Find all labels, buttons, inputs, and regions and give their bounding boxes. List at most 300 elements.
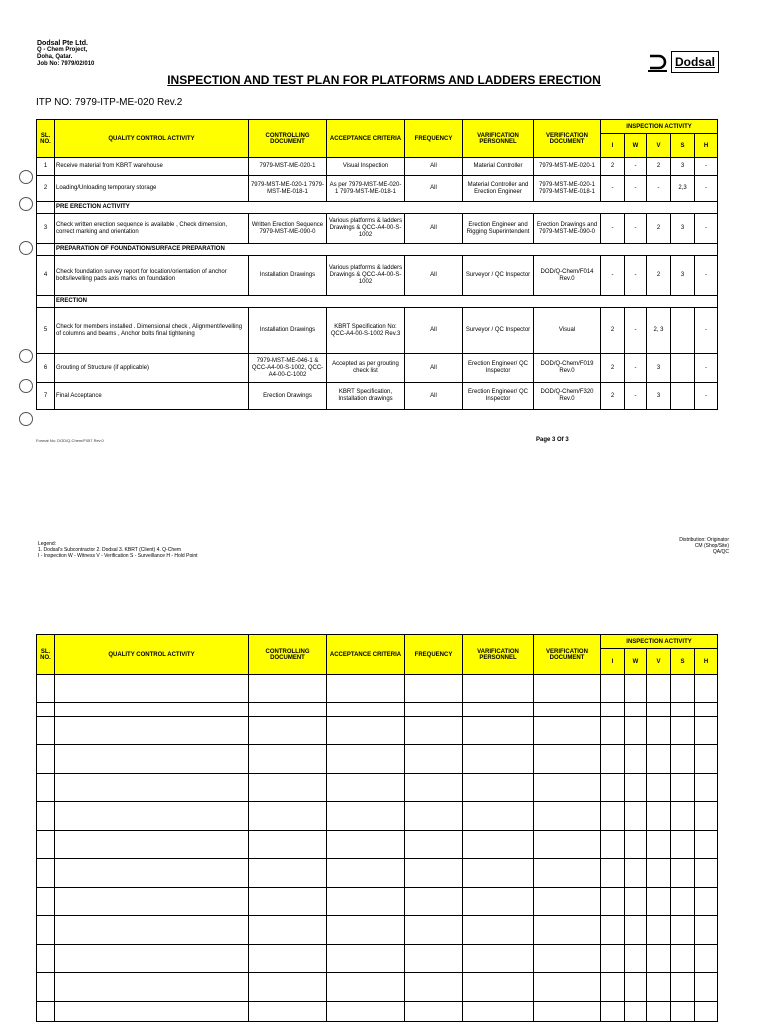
personnel-cell: Material Controller and Erection Engineer xyxy=(463,176,534,202)
blank-cell[interactable] xyxy=(534,802,601,831)
blank-cell[interactable] xyxy=(647,717,671,745)
blank-cell[interactable] xyxy=(601,831,625,859)
header-verif-personnel: VARIFICATION PERSONNEL xyxy=(463,120,534,158)
verification-doc-cell: DOD/Q-Chem/F019 Rev.0 xyxy=(534,354,601,383)
blank-cell[interactable] xyxy=(601,945,625,973)
blank-cell[interactable] xyxy=(695,1002,718,1022)
blank-cell[interactable] xyxy=(671,774,695,802)
header-i: I xyxy=(601,649,625,675)
controlling-doc-cell: 7979-MST-ME-020-1 7979-MST-ME-018-1 xyxy=(249,176,327,202)
header-h: H xyxy=(695,649,718,675)
inspection-table xyxy=(36,119,718,410)
blank-cell[interactable] xyxy=(327,1002,405,1022)
blank-cell[interactable] xyxy=(463,945,534,973)
blank-cell[interactable] xyxy=(534,717,601,745)
blank-cell[interactable] xyxy=(55,717,249,745)
distribution xyxy=(679,537,729,555)
blank-cell[interactable] xyxy=(249,675,327,703)
blank-cell[interactable] xyxy=(327,859,405,888)
header-w: W xyxy=(625,134,647,158)
blank-cell[interactable] xyxy=(405,745,463,774)
blank-cell[interactable] xyxy=(647,745,671,774)
blank-cell[interactable] xyxy=(647,774,671,802)
blank-cell[interactable] xyxy=(695,675,718,703)
blank-cell[interactable] xyxy=(601,973,625,1002)
blank-cell[interactable] xyxy=(55,973,249,1002)
inspection-h-cell: - xyxy=(695,158,718,176)
blank-cell[interactable] xyxy=(534,1002,601,1022)
section-sl-cell xyxy=(37,202,55,214)
blank-cell[interactable] xyxy=(625,802,647,831)
blank-table-row xyxy=(37,859,718,888)
blank-cell[interactable] xyxy=(601,888,625,916)
blank-cell[interactable] xyxy=(55,916,249,945)
blank-cell[interactable] xyxy=(327,916,405,945)
inspection-h-cell: - xyxy=(695,308,718,354)
header-acceptance: ACCEPTANCE CRITERIA xyxy=(327,120,405,158)
blank-cell[interactable] xyxy=(405,774,463,802)
header-activity: QUALITY CONTROL ACTIVITY xyxy=(55,120,249,158)
blank-cell[interactable] xyxy=(625,973,647,1002)
inspection-w-cell: - xyxy=(625,308,647,354)
section-label: ERECTION xyxy=(55,296,718,308)
blank-cell[interactable] xyxy=(463,1002,534,1022)
blank-cell[interactable] xyxy=(405,888,463,916)
header-acceptance: ACCEPTANCE CRITERIA xyxy=(327,635,405,675)
row-select-radio[interactable] xyxy=(19,170,33,184)
blank-inspection-table xyxy=(36,634,718,1022)
blank-cell[interactable] xyxy=(37,745,55,774)
activity-cell: Check for members installed . Dimensional check , Alignment/levelling of columns and beams , Anchor bolts final tightening xyxy=(55,308,249,354)
controlling-doc-cell: Erection Drawings xyxy=(249,383,327,410)
blank-cell[interactable] xyxy=(463,888,534,916)
row-select-radio[interactable] xyxy=(19,379,33,393)
blank-cell[interactable] xyxy=(249,831,327,859)
blank-cell[interactable] xyxy=(647,675,671,703)
blank-cell[interactable] xyxy=(55,703,249,717)
blank-cell[interactable] xyxy=(463,745,534,774)
page-number: Page 3 Of 3 xyxy=(536,437,569,443)
blank-table-row xyxy=(37,717,718,745)
row-select-radio[interactable] xyxy=(19,197,33,211)
inspection-w-cell: - xyxy=(625,354,647,383)
blank-cell[interactable] xyxy=(695,859,718,888)
acceptance-cell: KBRT Specification No: QCC-A4-00-S-1002 Rev.3 xyxy=(327,308,405,354)
blank-cell[interactable] xyxy=(695,717,718,745)
blank-cell[interactable] xyxy=(534,945,601,973)
blank-cell[interactable] xyxy=(55,774,249,802)
blank-cell[interactable] xyxy=(405,1002,463,1022)
blank-cell[interactable] xyxy=(671,831,695,859)
acceptance-cell: Various platforms & ladders Drawings & QCC-A4-00-S-1002 xyxy=(327,214,405,244)
inspection-i-cell: 2 xyxy=(601,158,625,176)
blank-cell[interactable] xyxy=(249,745,327,774)
blank-cell[interactable] xyxy=(671,1002,695,1022)
blank-cell[interactable] xyxy=(37,945,55,973)
blank-table-row xyxy=(37,831,718,859)
blank-cell[interactable] xyxy=(249,703,327,717)
verification-doc-cell: 7979-MST-ME-020-1 xyxy=(534,158,601,176)
inspection-v-cell: 3 xyxy=(647,383,671,410)
activity-cell: Check written erection sequence is available , Check dimension, correct marking and orientation xyxy=(55,214,249,244)
blank-cell[interactable] xyxy=(601,859,625,888)
blank-cell[interactable] xyxy=(327,945,405,973)
blank-table-body xyxy=(37,675,718,1022)
blank-table-row xyxy=(37,745,718,774)
sl-cell: 2 xyxy=(37,176,55,202)
blank-table-row xyxy=(37,774,718,802)
inspection-v-cell: 2, 3 xyxy=(647,308,671,354)
blank-cell[interactable] xyxy=(37,888,55,916)
blank-cell[interactable] xyxy=(55,802,249,831)
blank-cell[interactable] xyxy=(55,945,249,973)
personnel-cell: Erection Engineer and Rigging Superintendent xyxy=(463,214,534,244)
inspection-h-cell: - xyxy=(695,256,718,296)
blank-cell[interactable] xyxy=(405,675,463,703)
blank-cell[interactable] xyxy=(327,745,405,774)
verification-doc-cell: DOD/Q-Chem/F014 Rev.0 xyxy=(534,256,601,296)
blank-cell[interactable] xyxy=(647,973,671,1002)
blank-cell[interactable] xyxy=(695,802,718,831)
blank-cell[interactable] xyxy=(327,675,405,703)
blank-cell[interactable] xyxy=(647,831,671,859)
header-activity: QUALITY CONTROL ACTIVITY xyxy=(55,635,249,675)
header-inspection: INSPECTION ACTIVITY xyxy=(601,635,718,649)
blank-cell[interactable] xyxy=(671,675,695,703)
row-select-radio[interactable] xyxy=(19,241,33,255)
blank-cell[interactable] xyxy=(534,675,601,703)
personnel-cell: Surveyor / QC Inspector xyxy=(463,308,534,354)
inspection-v-cell: - xyxy=(647,176,671,202)
blank-cell[interactable] xyxy=(695,831,718,859)
blank-cell[interactable] xyxy=(695,888,718,916)
blank-cell[interactable] xyxy=(327,888,405,916)
blank-cell[interactable] xyxy=(405,717,463,745)
header-frequency: FREQUENCY xyxy=(405,120,463,158)
blank-cell[interactable] xyxy=(249,1002,327,1022)
sl-cell: 5 xyxy=(37,308,55,354)
table-row xyxy=(37,383,718,410)
frequency-cell: All xyxy=(405,354,463,383)
frequency-cell: All xyxy=(405,158,463,176)
distribution-line: CM (Shop/Site) xyxy=(694,543,729,549)
blank-cell[interactable] xyxy=(534,774,601,802)
controlling-doc-cell: Installation Drawings xyxy=(249,308,327,354)
header-w: W xyxy=(625,649,647,675)
blank-cell[interactable] xyxy=(601,916,625,945)
inspection-w-cell: - xyxy=(625,214,647,244)
blank-cell[interactable] xyxy=(534,859,601,888)
table-row xyxy=(37,176,718,202)
blank-cell[interactable] xyxy=(625,1002,647,1022)
blank-cell[interactable] xyxy=(249,802,327,831)
blank-cell[interactable] xyxy=(37,774,55,802)
blank-table-row xyxy=(37,675,718,703)
blank-cell[interactable] xyxy=(463,973,534,1002)
blank-cell[interactable] xyxy=(601,703,625,717)
legend-line: 1. Dodsal's Subcontractor 2. Dodsal 3. KBRT (Client) 4. Q-Chem xyxy=(38,547,182,553)
blank-cell[interactable] xyxy=(405,802,463,831)
activity-cell: Check foundation survey report for location/orientation of anchor bolts/levelling pads axis marks on foundation xyxy=(55,256,249,296)
table-body xyxy=(37,158,718,410)
page-title: INSPECTION AND TEST PLAN FOR PLATFORMS AND LADDERS ERECTION xyxy=(167,73,601,87)
blank-cell[interactable] xyxy=(625,717,647,745)
blank-cell[interactable] xyxy=(625,675,647,703)
header-frequency: FREQUENCY xyxy=(405,635,463,675)
inspection-w-cell: - xyxy=(625,383,647,410)
inspection-i-cell: 2 xyxy=(601,308,625,354)
blank-cell[interactable] xyxy=(647,703,671,717)
blank-cell[interactable] xyxy=(695,745,718,774)
blank-cell[interactable] xyxy=(647,945,671,973)
section-row xyxy=(37,202,718,214)
inspection-i-cell: 2 xyxy=(601,354,625,383)
blank-cell[interactable] xyxy=(625,859,647,888)
sl-cell: 3 xyxy=(37,214,55,244)
blank-cell[interactable] xyxy=(37,1002,55,1022)
inspection-w-cell: - xyxy=(625,176,647,202)
blank-table-row xyxy=(37,703,718,717)
blank-cell[interactable] xyxy=(695,916,718,945)
sl-cell: 6 xyxy=(37,354,55,383)
blank-cell[interactable] xyxy=(463,703,534,717)
section-label: PRE ERECTION ACTIVITY xyxy=(55,202,718,214)
blank-cell[interactable] xyxy=(463,831,534,859)
table-header-row xyxy=(37,635,718,649)
blank-cell[interactable] xyxy=(55,831,249,859)
blank-cell[interactable] xyxy=(37,859,55,888)
inspection-i-cell: - xyxy=(601,214,625,244)
legend-title: Legend: xyxy=(38,541,57,547)
blank-cell[interactable] xyxy=(671,745,695,774)
header-verif-document: VERIFICATION DOCUMENT xyxy=(534,120,601,158)
inspection-v-cell: 3 xyxy=(647,354,671,383)
inspection-v-cell: 2 xyxy=(647,214,671,244)
blank-cell[interactable] xyxy=(327,774,405,802)
blank-cell[interactable] xyxy=(405,859,463,888)
activity-cell: Final Acceptance xyxy=(55,383,249,410)
verification-doc-cell: Visual xyxy=(534,308,601,354)
blank-cell[interactable] xyxy=(37,717,55,745)
blank-cell[interactable] xyxy=(601,717,625,745)
table-row xyxy=(37,308,718,354)
personnel-cell: Material Controller xyxy=(463,158,534,176)
blank-cell[interactable] xyxy=(671,916,695,945)
blank-cell[interactable] xyxy=(463,675,534,703)
blank-cell[interactable] xyxy=(601,802,625,831)
controlling-doc-cell: Written Erection Sequence 7979-MST-ME-090-0 xyxy=(249,214,327,244)
blank-cell[interactable] xyxy=(249,774,327,802)
blank-cell[interactable] xyxy=(37,802,55,831)
frequency-cell: All xyxy=(405,256,463,296)
blank-cell[interactable] xyxy=(534,745,601,774)
blank-cell[interactable] xyxy=(405,945,463,973)
logo-text: Dodsal xyxy=(671,51,719,73)
blank-cell[interactable] xyxy=(647,802,671,831)
section-sl-cell xyxy=(37,296,55,308)
blank-cell[interactable] xyxy=(647,859,671,888)
blank-cell[interactable] xyxy=(625,745,647,774)
activity-cell: Loading/Unloading temporary storage xyxy=(55,176,249,202)
header-verif-document: VERIFICATION DOCUMENT xyxy=(534,635,601,675)
blank-cell[interactable] xyxy=(695,774,718,802)
acceptance-cell: KBRT Specification, Installation drawings xyxy=(327,383,405,410)
blank-cell[interactable] xyxy=(695,945,718,973)
company-name: Dodsal Pte Ltd. xyxy=(37,40,88,47)
blank-cell[interactable] xyxy=(625,916,647,945)
inspection-s-cell: 3 xyxy=(671,214,695,244)
blank-cell[interactable] xyxy=(463,717,534,745)
blank-cell[interactable] xyxy=(534,916,601,945)
section-label: PREPARATION OF FOUNDATION/SURFACE PREPARATION xyxy=(55,244,718,256)
blank-cell[interactable] xyxy=(695,703,718,717)
inspection-s-cell: 2,3 xyxy=(671,176,695,202)
itp-number: ITP NO: 7979-ITP-ME-020 Rev.2 xyxy=(36,97,183,108)
header-s: S xyxy=(671,134,695,158)
blank-cell[interactable] xyxy=(601,774,625,802)
frequency-cell: All xyxy=(405,176,463,202)
blank-cell[interactable] xyxy=(671,703,695,717)
blank-cell[interactable] xyxy=(671,973,695,1002)
blank-cell[interactable] xyxy=(625,945,647,973)
verification-doc-cell: DOD/Q-Chem/F320 Rev.0 xyxy=(534,383,601,410)
blank-cell[interactable] xyxy=(55,1002,249,1022)
inspection-s-cell xyxy=(671,308,695,354)
header-s: S xyxy=(671,649,695,675)
inspection-w-cell: - xyxy=(625,256,647,296)
company-block xyxy=(37,40,94,68)
blank-cell[interactable] xyxy=(249,859,327,888)
blank-cell[interactable] xyxy=(55,745,249,774)
blank-cell[interactable] xyxy=(55,675,249,703)
blank-cell[interactable] xyxy=(405,703,463,717)
blank-cell[interactable] xyxy=(463,802,534,831)
table-row xyxy=(37,214,718,244)
blank-cell[interactable] xyxy=(327,703,405,717)
blank-cell[interactable] xyxy=(37,973,55,1002)
inspection-s-cell xyxy=(671,354,695,383)
header-controlling: CONTROLLING DOCUMENT xyxy=(249,120,327,158)
table-row xyxy=(37,256,718,296)
company-project: Q - Chem Project, xyxy=(37,47,88,53)
blank-table-row xyxy=(37,1002,718,1022)
blank-cell[interactable] xyxy=(671,802,695,831)
blank-cell[interactable] xyxy=(55,888,249,916)
blank-cell[interactable] xyxy=(671,888,695,916)
blank-cell[interactable] xyxy=(249,945,327,973)
blank-cell[interactable] xyxy=(249,888,327,916)
blank-cell[interactable] xyxy=(37,916,55,945)
header-sl: SL. NO. xyxy=(37,120,55,158)
distribution-line: QA/QC xyxy=(712,549,729,555)
inspection-i-cell: 2 xyxy=(601,383,625,410)
frequency-cell: All xyxy=(405,383,463,410)
legend-line: I - Inspection W - Witness V - Verification S - Surveillance H - Hold Point xyxy=(38,553,198,558)
blank-cell[interactable] xyxy=(695,973,718,1002)
dodsal-logo-icon xyxy=(647,51,669,73)
blank-cell[interactable] xyxy=(249,973,327,1002)
blank-cell[interactable] xyxy=(601,675,625,703)
blank-cell[interactable] xyxy=(534,888,601,916)
verification-doc-cell: Erection Drawings and 7979-MST-ME-090-0 xyxy=(534,214,601,244)
blank-cell[interactable] xyxy=(327,831,405,859)
blank-cell[interactable] xyxy=(671,717,695,745)
blank-cell[interactable] xyxy=(671,859,695,888)
section-sl-cell xyxy=(37,244,55,256)
blank-cell[interactable] xyxy=(647,888,671,916)
blank-cell[interactable] xyxy=(534,703,601,717)
blank-cell[interactable] xyxy=(601,745,625,774)
acceptance-cell: Accepted as per grouting check list xyxy=(327,354,405,383)
inspection-h-cell: - xyxy=(695,383,718,410)
blank-cell[interactable] xyxy=(625,774,647,802)
blank-cell[interactable] xyxy=(405,973,463,1002)
blank-cell[interactable] xyxy=(37,703,55,717)
blank-table-row xyxy=(37,916,718,945)
header-sl: SL. NO. xyxy=(37,635,55,675)
blank-cell[interactable] xyxy=(249,717,327,745)
verification-doc-cell: 7979-MST-ME-020-1 7979-MST-ME-018-1 xyxy=(534,176,601,202)
blank-cell[interactable] xyxy=(327,717,405,745)
blank-cell[interactable] xyxy=(647,1002,671,1022)
blank-cell[interactable] xyxy=(534,831,601,859)
row-select-radio[interactable] xyxy=(19,349,33,363)
blank-cell[interactable] xyxy=(625,888,647,916)
inspection-h-cell: - xyxy=(695,214,718,244)
sl-cell: 1 xyxy=(37,158,55,176)
inspection-s-cell: 3 xyxy=(671,158,695,176)
blank-cell[interactable] xyxy=(625,703,647,717)
sl-cell: 7 xyxy=(37,383,55,410)
inspection-i-cell: - xyxy=(601,176,625,202)
inspection-i-cell: - xyxy=(601,256,625,296)
blank-table-row xyxy=(37,888,718,916)
row-select-radio[interactable] xyxy=(19,412,33,426)
blank-cell[interactable] xyxy=(671,945,695,973)
blank-cell[interactable] xyxy=(327,973,405,1002)
table-header-row xyxy=(37,120,718,134)
blank-cell[interactable] xyxy=(327,802,405,831)
inspection-v-cell: 2 xyxy=(647,158,671,176)
acceptance-cell: As per 7979-MST-ME-020-1 7979-MST-ME-018-1 xyxy=(327,176,405,202)
blank-cell[interactable] xyxy=(463,916,534,945)
blank-cell[interactable] xyxy=(55,859,249,888)
blank-cell[interactable] xyxy=(647,916,671,945)
blank-table-row xyxy=(37,802,718,831)
table-row xyxy=(37,354,718,383)
header-v: V xyxy=(647,134,671,158)
dodsal-logo xyxy=(647,51,719,73)
inspection-s-cell: 3 xyxy=(671,256,695,296)
blank-cell[interactable] xyxy=(405,916,463,945)
blank-cell[interactable] xyxy=(405,831,463,859)
sl-cell: 4 xyxy=(37,256,55,296)
blank-cell[interactable] xyxy=(37,831,55,859)
controlling-doc-cell: 7979-MST-ME-020-1 xyxy=(249,158,327,176)
blank-cell[interactable] xyxy=(463,859,534,888)
blank-cell[interactable] xyxy=(601,1002,625,1022)
company-location: Doha, Qatar. xyxy=(37,54,73,60)
blank-cell[interactable] xyxy=(534,973,601,1002)
controlling-doc-cell: 7979-MST-ME-046-1 & QCC-A4-00-S-1002, QCC-A4-00-C-1002 xyxy=(249,354,327,383)
blank-cell[interactable] xyxy=(249,916,327,945)
header-i: I xyxy=(601,134,625,158)
blank-cell[interactable] xyxy=(37,675,55,703)
header-verif-personnel: VARIFICATION PERSONNEL xyxy=(463,635,534,675)
blank-cell[interactable] xyxy=(463,774,534,802)
blank-table-row xyxy=(37,945,718,973)
blank-cell[interactable] xyxy=(625,831,647,859)
